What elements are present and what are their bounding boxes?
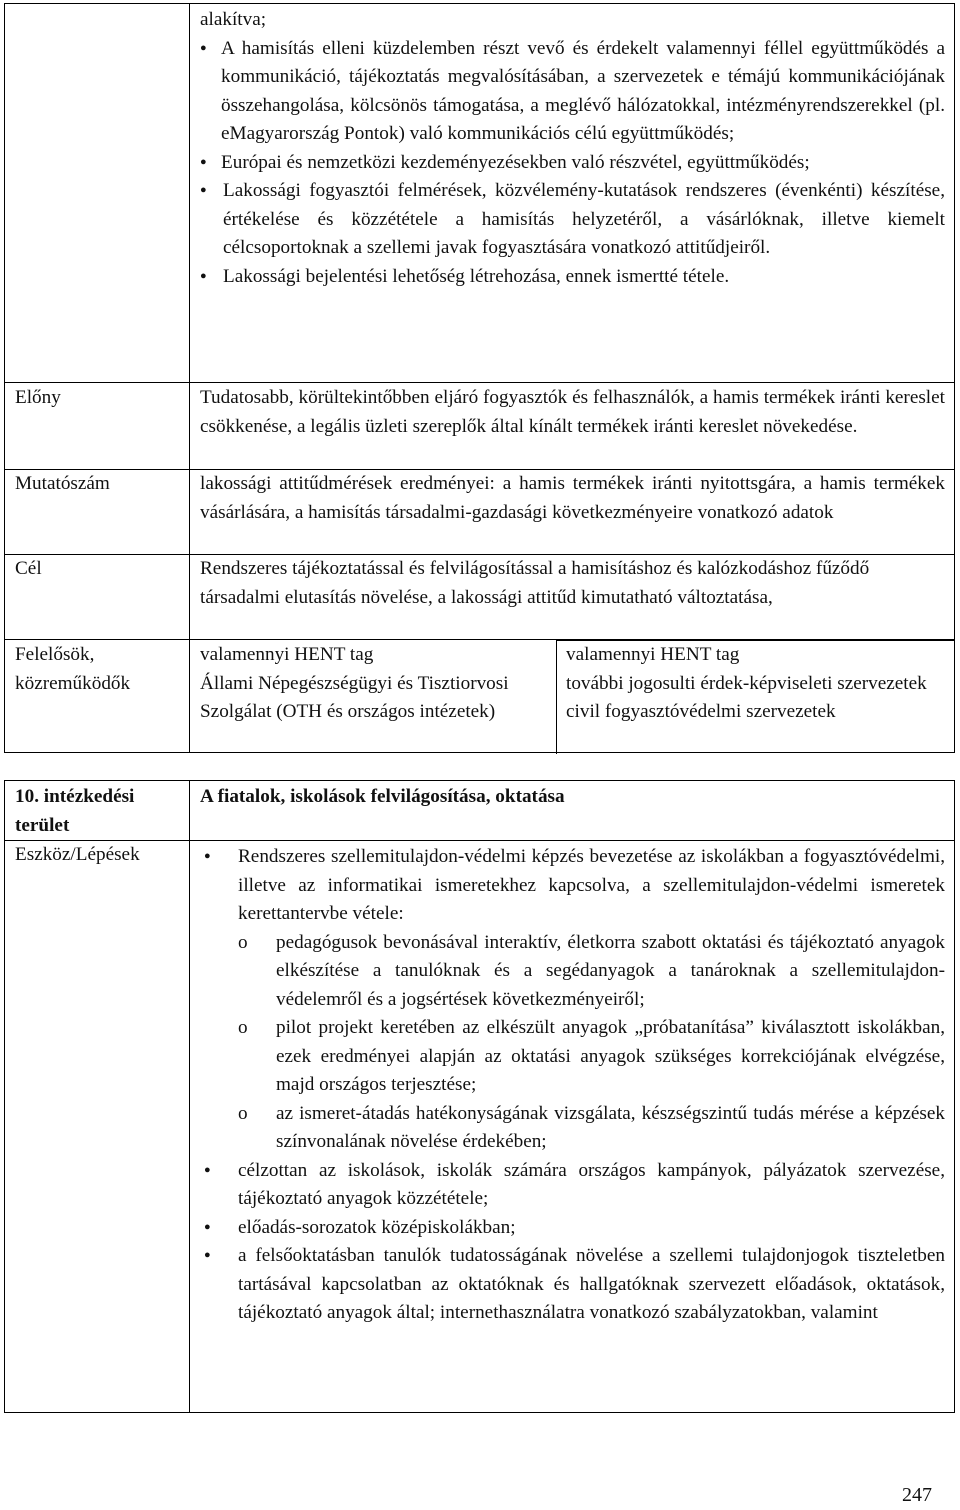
list-item: ● Európai és nemzetközi kezdeményezésekben való részvétel, együttműködés; xyxy=(200,149,945,178)
responsible-right xyxy=(566,641,950,727)
list-item: ● célzottan az iskolások, iskolák számára országos kampányok, pályázatok szervezése, tájékoztató anyagok közzététele; xyxy=(200,1157,945,1214)
responsible-item: civil fogyasztóvédelmi szervezetek xyxy=(566,701,836,722)
list-item: ● Lakossági fogyasztói felmérések, közvélemény-kutatások rendszeres (évenkénti) készítése, értékelése és közzététele a hamisítás helyzetéről, a vásárlóknak, illetve kiemelt célcsoportoknak a szellemi javak fogyasztására vonatkozó attitűdjeiről. xyxy=(200,177,945,263)
elony-label: Előny xyxy=(15,387,61,408)
list-item: ● a felsőoktatásban tanulók tudatosságának növelése a szellemi tulajdonjogok tiszteletben tartásával kapcsolatban az oktatóknak és hallgatóknak szervezett előadások, oktatások, tájékoztató anyagok által; internethasználatra vonatkozó szabályzatokban, valamint xyxy=(200,1242,945,1328)
intro-line: alakítva; xyxy=(200,9,267,30)
list-item: ● Lakossági bejelentési lehetőség létrehozása, ennek ismertté tétele. xyxy=(200,263,945,292)
sub-list-item xyxy=(200,1014,945,1100)
mutatoszam-text: lakossági attitűdmérések eredményei: a hamis termékek iránti nyitottsgára, a hamis termékek vásárlására, a hamisítás társadalmi-gazdasági következményeire vonatkozó adatok xyxy=(200,473,945,523)
felelosok-label: Felelősök, közreműködők xyxy=(15,644,131,694)
area-title: A fiatalok, iskolások felvilágosítása, oktatása xyxy=(200,786,565,807)
area-label: 10. intézkedési terület xyxy=(15,786,135,836)
sub-item-text: az ismeret-átadás hatékonyságának vizsgálata, készségszintű tudás mérése a képzések színvonalának növelése érdekében; xyxy=(276,1102,945,1152)
column-divider xyxy=(189,781,190,1412)
measures-table-continued xyxy=(4,3,955,753)
list-item: ● Rendszeres szellemitulajdon-védelmi képzés bevezetése az iskolákban a fogyasztóvédelmi, illetve az informatikai ismeretekhez kapcsolva, a szellemitulajdon-védelmi ismeretek kerettantervbe vétele: xyxy=(200,843,945,929)
cel-text: Rendszeres tájékoztatással és felvilágosítással a hamisításhoz és kalózkodáshoz fűződő társadalmi elutasítás növelése, a lakossági attitűd kimutatható változtatása, xyxy=(200,558,870,608)
responsible-item: Állami Népegészségügyi és Tisztiorvosi Szolgálat (OTH és országos intézetek) xyxy=(200,672,509,722)
responsible-item: további jogosulti érdek-képviseleti szervezetek xyxy=(566,672,927,694)
sub-bullet-marker: o xyxy=(238,1102,248,1124)
mutatoszam-label: Mutatószám xyxy=(15,473,110,494)
row-divider xyxy=(5,382,954,383)
responsible-item: valamennyi HENT tag xyxy=(566,644,740,665)
sub-item-text: pilot projekt keretében az elkészült anyagok „próbatanítása” kiválasztott iskolákban, ezek eredményei alapján az oktatási anyagok szükséges korrekciójának elvégzése, majd országos terjesztése; xyxy=(276,1017,945,1095)
steps-cell xyxy=(200,6,945,291)
responsible-item: valamennyi HENT tag xyxy=(200,644,374,665)
sub-column-divider xyxy=(556,640,557,754)
sub-list-item xyxy=(200,1100,945,1157)
sub-bullet-marker: o xyxy=(238,1017,248,1038)
cel-label: Cél xyxy=(15,558,42,579)
list-item: ● előadás-sorozatok középiskolákban; xyxy=(200,1214,945,1243)
sub-bullet-marker: o xyxy=(238,931,248,953)
steps-list xyxy=(200,843,945,1328)
list-item: ● A hamisítás elleni küzdelemben részt vevő és érdekelt valamennyi féllel együttműködés a kommunikáció, tájékoztatás megvalósításában, a szervezetek e témájú kommunikációjának összehangolása, kölcsönös támogatása, a meglévő hálózatokkal, intézményrendszerekkel (pl. eMagyarország Pontok) való kommunikációs célú együttműködés; xyxy=(200,35,945,149)
page-number: 247 xyxy=(902,1484,932,1506)
measure-area-10-table xyxy=(4,780,955,1413)
sub-item-text: pedagógusok bevonásával interaktív, életkorra szabott oktatási és tájékoztató anyagok elkészítése a tanulóknak és a segédanyagok a tanároknak a szellemitulajdon-védelemről és a jogsértések következményeiről; xyxy=(276,931,945,1010)
elony-text: Tudatosabb, körültekintőbben eljáró fogyasztók és felhasználók, a hamis termékek iránti kereslet csökkenése, a legális üzleti szereplők által kínált termékek iránti kereslet növekedése. xyxy=(200,387,945,437)
sub-list-item xyxy=(200,929,945,1015)
steps-label: Eszköz/Lépések xyxy=(15,844,140,865)
responsible-left xyxy=(200,641,540,727)
